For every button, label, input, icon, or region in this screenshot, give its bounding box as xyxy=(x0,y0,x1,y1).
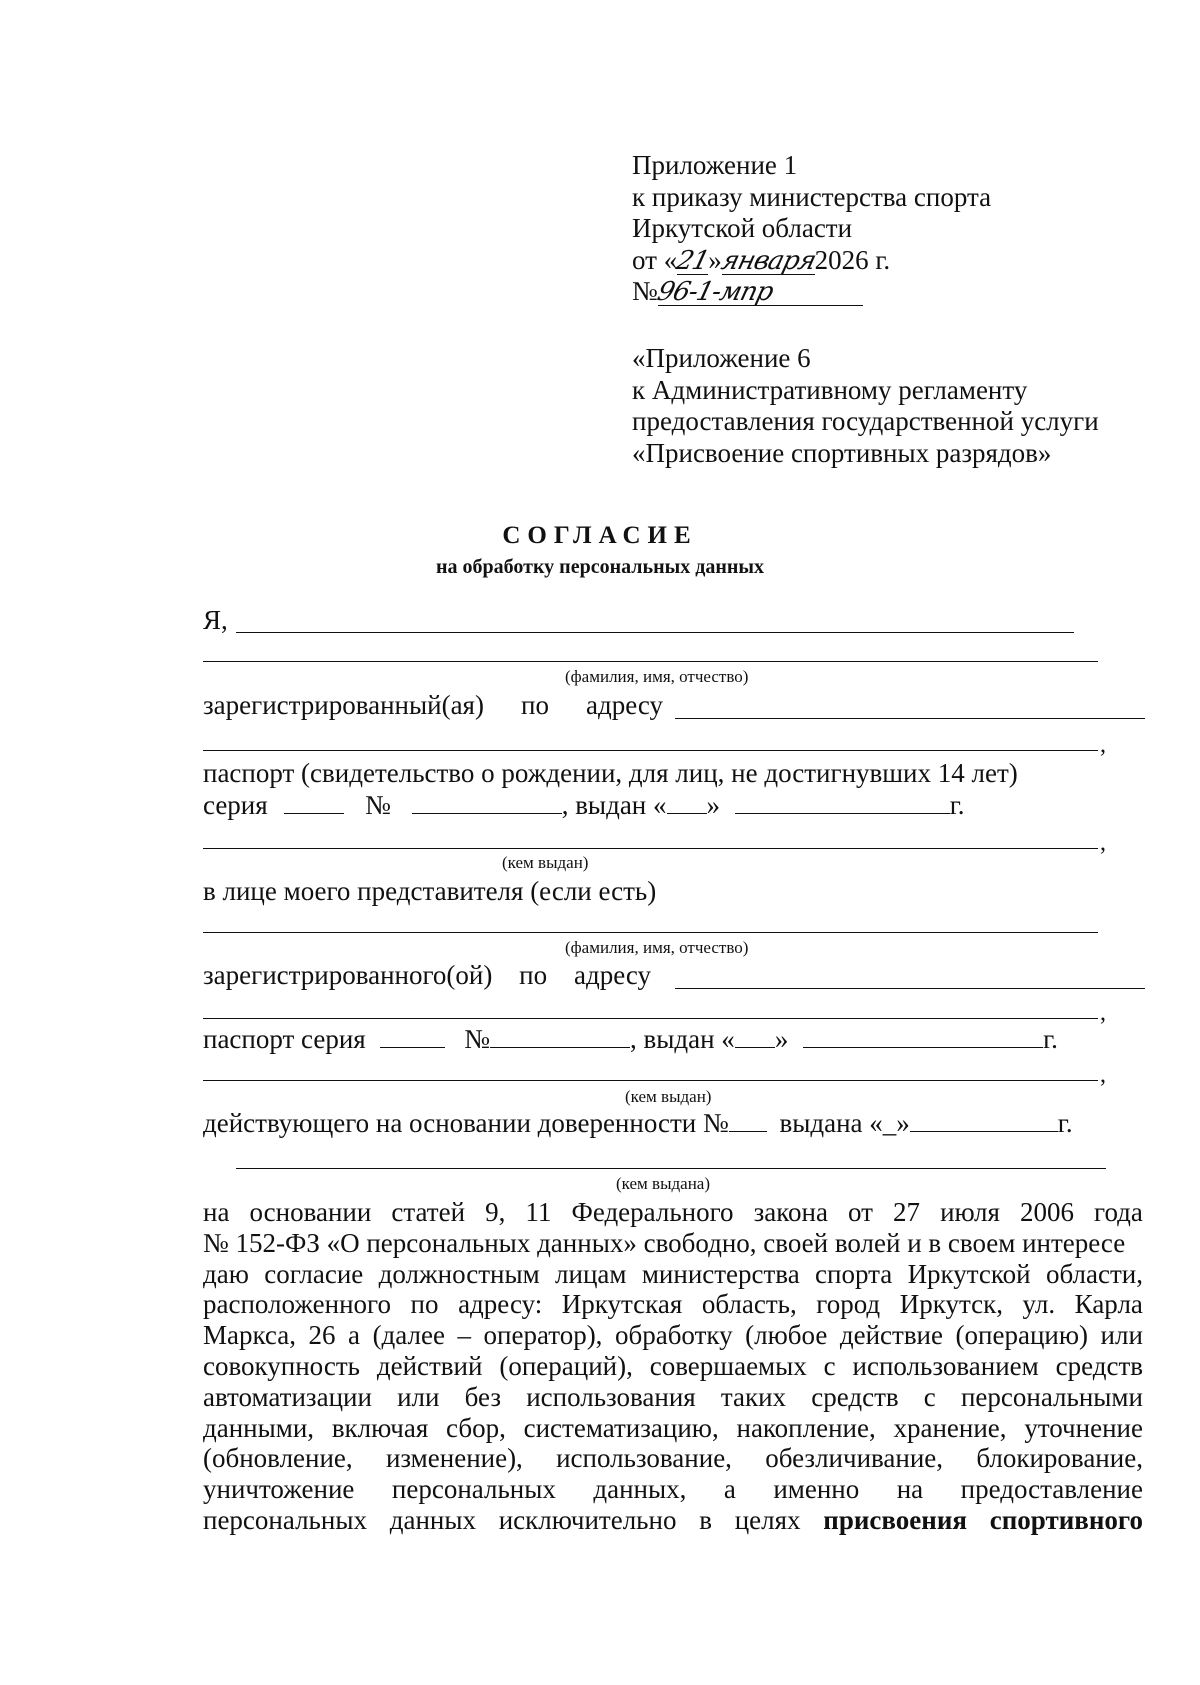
body-word: 26 xyxy=(308,1320,336,1351)
body-line-10 xyxy=(203,1474,1143,1505)
caption-fio-2: (фамилия, имя, отчество) xyxy=(565,938,749,957)
body-word: использованием xyxy=(852,1350,1039,1381)
body-word: спорта xyxy=(815,1258,893,1289)
body-word: а xyxy=(348,1320,361,1351)
rep-fio-field-line[interactable] xyxy=(203,932,1098,933)
date-year: 2026 г. xyxy=(814,244,891,275)
body-word: закона xyxy=(753,1197,828,1227)
row-ya: Я, xyxy=(203,605,228,635)
appendix-line-3: Иркутской области xyxy=(632,213,853,243)
body-line-2: № 152-ФЗ «О персональных данных» свободно, своей волей и в своем интересе xyxy=(203,1227,1126,1258)
body-word: Маркса, xyxy=(203,1320,296,1351)
number-prefix: № xyxy=(632,276,658,306)
issued-by-field-line[interactable] xyxy=(203,848,1098,849)
passport-series-input[interactable] xyxy=(284,791,344,814)
body-line-3 xyxy=(203,1259,1143,1290)
body-word: блокирование, xyxy=(976,1443,1143,1474)
attorney-issued-by-field-line[interactable] xyxy=(236,1168,1106,1169)
body-word: средств xyxy=(811,1381,899,1412)
appendix-6-header xyxy=(632,343,1122,469)
address-field-line-1[interactable] xyxy=(675,718,1145,719)
row-power-of-attorney: действующего на основании доверенности № выдана «_» г. xyxy=(203,1108,1073,1138)
body-word: расположенного xyxy=(203,1289,391,1320)
body-word: (операций), xyxy=(499,1350,633,1381)
row-representative: в лице моего представителя (если есть) xyxy=(203,876,657,906)
caption-fio: (фамилия, имя, отчество) xyxy=(565,667,749,686)
document-title: СОГЛАСИЕ xyxy=(502,522,698,549)
body-word: автоматизации xyxy=(203,1381,372,1412)
body-word: – xyxy=(457,1320,471,1351)
fio-field-line-1[interactable] xyxy=(236,632,1074,633)
body-word: или xyxy=(397,1381,440,1412)
date-prefix: от « xyxy=(632,244,678,275)
rep-address-field-line-1[interactable] xyxy=(675,988,1145,989)
body-line-8 xyxy=(203,1413,1143,1444)
row-passport-label: паспорт (свидетельство о рождении, для лиц, не достигнувших 14 лет) xyxy=(203,758,1018,788)
comma-1: , xyxy=(1100,732,1106,758)
appendix-date-line xyxy=(632,245,1122,277)
body-word: 2006 xyxy=(1019,1197,1074,1227)
body-line-6 xyxy=(203,1351,1143,1382)
body-word: (обновление, xyxy=(203,1443,353,1474)
body-word: использование, xyxy=(556,1443,732,1474)
passport-day-input[interactable] xyxy=(667,791,707,814)
body-word: персональных xyxy=(391,1474,556,1505)
body-word: включая xyxy=(331,1412,429,1443)
body-word: персональных xyxy=(203,1504,367,1535)
fio-field-line-2[interactable] xyxy=(203,661,1098,662)
appendix6-line-1: «Приложение 6 xyxy=(632,343,811,373)
body-line-4 xyxy=(203,1289,1143,1320)
body-word: персональными xyxy=(960,1381,1143,1412)
caption-issued-by: (кем выдан) xyxy=(502,853,589,872)
body-word: уточнение xyxy=(1024,1412,1143,1443)
body-word: области, xyxy=(1045,1258,1143,1289)
comma-3: , xyxy=(1100,1000,1106,1026)
body-line-5 xyxy=(203,1320,1143,1351)
body-word: лицам xyxy=(555,1258,627,1289)
body-word: действий xyxy=(376,1350,483,1381)
date-month-handwritten: января xyxy=(718,245,819,276)
date-day-handwritten: 21 xyxy=(673,245,713,276)
body-word: данных xyxy=(389,1504,476,1535)
body-word: а xyxy=(723,1474,736,1505)
body-word: (далее xyxy=(372,1320,445,1351)
rep-issued-by-field-line[interactable] xyxy=(203,1080,1098,1081)
body-word-bold: присвоения xyxy=(823,1504,967,1535)
rep-address-field-line-2[interactable] xyxy=(203,1018,1098,1019)
body-word: таких xyxy=(720,1381,787,1412)
body-line-11 xyxy=(203,1505,1143,1536)
body-word: министерства xyxy=(641,1258,800,1289)
body-word: обработку xyxy=(614,1320,733,1351)
body-line-9 xyxy=(203,1443,1143,1474)
body-word: основании xyxy=(249,1197,372,1227)
body-word: по xyxy=(410,1289,439,1320)
rep-passport-number-input[interactable] xyxy=(490,1025,630,1048)
body-word: Иркутской xyxy=(907,1258,1031,1289)
comma-4: , xyxy=(1100,1062,1106,1088)
body-word: именно xyxy=(773,1474,860,1505)
body-word: Иркутская xyxy=(561,1289,683,1320)
body-word: в xyxy=(699,1504,712,1535)
body-word: Федерального xyxy=(571,1197,734,1227)
body-word: использования xyxy=(526,1381,696,1412)
appendix-header xyxy=(632,150,1122,308)
body-word: предоставление xyxy=(960,1474,1143,1505)
body-word: на xyxy=(203,1197,230,1227)
body-word: статей xyxy=(391,1197,466,1227)
body-word: средств xyxy=(1055,1350,1143,1381)
body-word: область, xyxy=(701,1289,797,1320)
passport-number-input[interactable] xyxy=(412,791,562,814)
rep-passport-day-input[interactable] xyxy=(735,1025,775,1048)
appendix-number-line xyxy=(632,276,1122,308)
body-word: исключительно xyxy=(498,1504,677,1535)
attorney-date-input[interactable] xyxy=(910,1109,1058,1132)
caption-issued-by-2: (кем выдан) xyxy=(625,1087,712,1106)
body-word: действие xyxy=(839,1320,943,1351)
body-word: с xyxy=(823,1350,836,1381)
body-word: сбор, xyxy=(446,1412,506,1443)
body-word: даю xyxy=(203,1258,249,1289)
passport-month-input[interactable] xyxy=(735,791,950,814)
body-word: или xyxy=(1100,1320,1143,1351)
rep-passport-month-input[interactable] xyxy=(803,1025,1043,1048)
number-handwritten: 96-1-мпр xyxy=(658,278,863,306)
body-word: ул. xyxy=(1022,1289,1056,1320)
document-subtitle: на обработку персональных данных xyxy=(436,556,764,578)
date-mid: » xyxy=(708,244,722,275)
body-line-7 xyxy=(203,1382,1143,1413)
body-word: целях xyxy=(734,1504,801,1535)
appendix6-line-3: предоставления государственной услуги xyxy=(632,406,1099,436)
row-registered-2: зарегистрированного(ой) по адресу xyxy=(203,960,651,990)
body-word: должностным xyxy=(378,1258,540,1289)
appendix-line-1: Приложение 1 xyxy=(632,150,798,180)
consent-body-text xyxy=(203,1197,1143,1536)
attorney-number-input[interactable] xyxy=(729,1109,767,1132)
body-word: город xyxy=(816,1289,881,1320)
body-word: Иркутск, xyxy=(899,1289,1003,1320)
body-word: на xyxy=(896,1474,924,1505)
body-word: данными, xyxy=(203,1412,315,1443)
body-word: 11 xyxy=(525,1197,552,1227)
body-word: июля xyxy=(940,1197,1000,1227)
body-word: (операцию) xyxy=(955,1320,1088,1351)
body-word: совершаемых xyxy=(649,1350,807,1381)
body-word: адресу: xyxy=(458,1289,543,1320)
body-word: накопление, xyxy=(736,1412,876,1443)
appendix6-line-2: к Административному регламенту xyxy=(632,374,1028,405)
body-word: года xyxy=(1094,1197,1143,1227)
caption-issued-by-3: (кем выдана) xyxy=(616,1174,710,1193)
body-word: 9, xyxy=(485,1197,506,1227)
comma-2: , xyxy=(1100,830,1106,856)
body-word: с xyxy=(923,1381,936,1412)
body-word: систематизацию, xyxy=(523,1412,719,1443)
rep-passport-series-input[interactable] xyxy=(380,1025,445,1048)
body-word: (любое xyxy=(745,1320,828,1351)
body-word: согласие xyxy=(264,1258,364,1289)
row-rep-passport: паспорт серия № , выдан « » г. xyxy=(203,1024,1058,1054)
row-registered: зарегистрированный(ая) по адресу xyxy=(203,690,663,720)
appendix-line-2: к приказу министерства спорта xyxy=(632,181,992,212)
body-line-1 xyxy=(203,1197,1143,1228)
appendix6-line-4: «Присвоение спортивных разрядов» xyxy=(632,437,1052,468)
body-word: от xyxy=(848,1197,873,1227)
body-word: обезличивание, xyxy=(765,1443,944,1474)
body-word: данных, xyxy=(593,1474,687,1505)
body-word: совокупность xyxy=(203,1350,360,1381)
body-word: 27 xyxy=(893,1197,921,1227)
body-word: оператор), xyxy=(483,1320,603,1351)
body-word: изменение), xyxy=(385,1443,523,1474)
body-word: хранение, xyxy=(893,1412,1007,1443)
body-word: без xyxy=(464,1381,502,1412)
address-field-line-2[interactable] xyxy=(203,750,1098,751)
body-word-bold: спортивного xyxy=(989,1504,1143,1535)
body-word: уничтожение xyxy=(203,1474,355,1505)
row-passport-fields: серия № , выдан « » г. xyxy=(203,790,965,820)
body-word: Карла xyxy=(1074,1289,1143,1320)
